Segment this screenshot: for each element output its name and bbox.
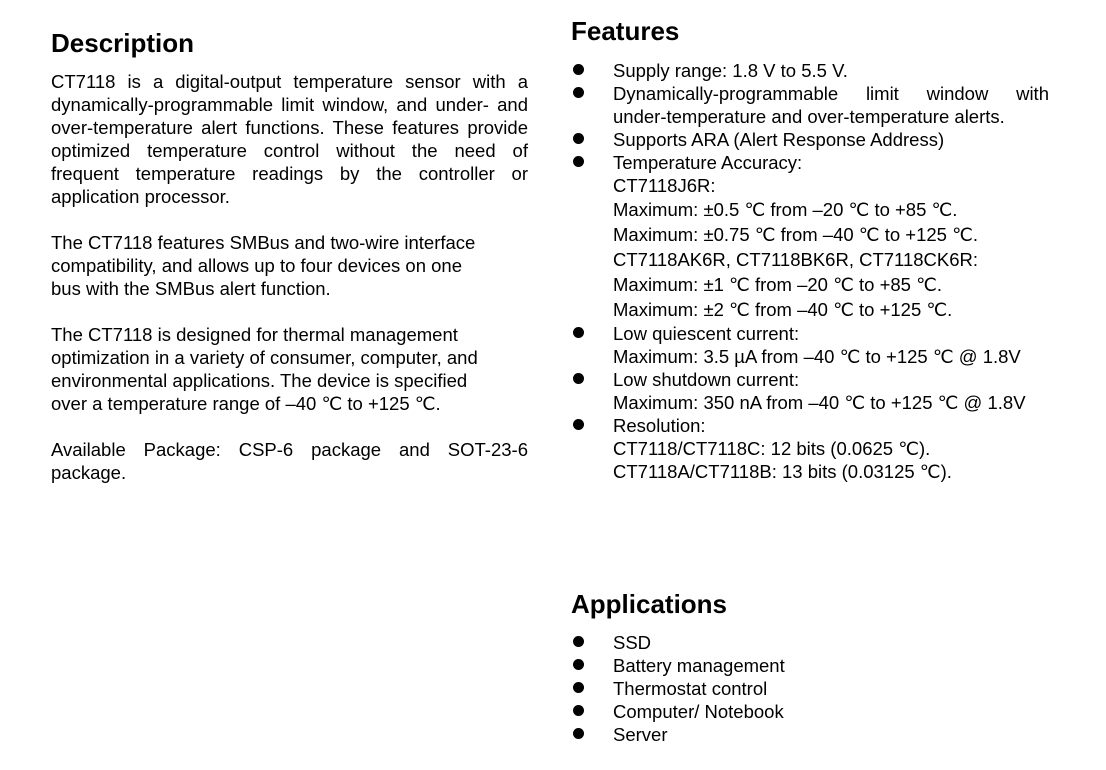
description-paragraph-1: CT7118 is a digital-output temperature sensor with a dynamically-programmable limit window, and under- and over-temperature alert functions. These features provide optimized temperature control without the need of frequent temperature readings by the controller or application processor. [51, 71, 528, 207]
bullet-icon [573, 705, 584, 716]
application-item: SSD [571, 631, 1049, 654]
bullet-icon [573, 64, 584, 75]
feature-shutdown-current: Low shutdown current: Maximum: 350 nA from –40 ℃ to +125 ℃ @ 1.8V [571, 368, 1049, 414]
description-section [51, 26, 528, 484]
applications-section [571, 587, 1049, 746]
bullet-icon [573, 682, 584, 693]
description-paragraph-4: Available Package: CSP-6 package and SOT-23-6 package. [51, 439, 528, 483]
applications-list [571, 631, 1049, 746]
bullet-icon [573, 327, 584, 338]
bullet-icon [573, 728, 584, 739]
feature-resolution: Resolution: CT7118/CT7118C: 12 bits (0.0625 ℃). CT7118A/CT7118B: 13 bits (0.03125 ℃). [571, 414, 1049, 483]
description-paragraph-3: The CT7118 is designed for thermal management optimization in a variety of consumer, computer, and environmental applications. The device is specified over a temperature range of –40 ℃ to +125 ℃. [51, 324, 478, 414]
feature-limit-window: Dynamically-programmable limit window with under-temperature and over-temperature alerts. [571, 82, 1049, 128]
features-list [571, 59, 1049, 483]
application-item: Thermostat control [571, 677, 1049, 700]
description-paragraph-2: The CT7118 features SMBus and two-wire interface compatibility, and allows up to four devices on one bus with the SMBus alert function. [51, 232, 476, 299]
bullet-icon [573, 156, 584, 167]
bullet-icon [573, 133, 584, 144]
applications-heading: Applications [571, 589, 728, 619]
application-item: Computer/ Notebook [571, 700, 1049, 723]
feature-quiescent-current: Low quiescent current: Maximum: 3.5 µA from –40 ℃ to +125 ℃ @ 1.8V [571, 322, 1049, 368]
bullet-icon [573, 636, 584, 647]
feature-accuracy: Temperature Accuracy: CT7118J6R: Maximum: ±0.5 ℃ from –20 ℃ to +85 ℃. Maximum: ±0.75 ℃ from –40 ℃ to +125 ℃. CT7118AK6R, CT7118BK6R, CT7118CK6R: Maximum: ±1 ℃ from –20 ℃ to +85 ℃. Maximum: ±2 ℃ from –40 ℃ to +125 ℃. [571, 151, 1049, 322]
description-heading: Description [51, 28, 195, 58]
feature-supply: Supply range: 1.8 V to 5.5 V. [571, 59, 1049, 82]
application-item: Battery management [571, 654, 1049, 677]
application-item: Server [571, 723, 1049, 746]
bullet-icon [573, 659, 584, 670]
bullet-icon [573, 419, 584, 430]
features-section [571, 14, 1049, 483]
features-heading: Features [571, 16, 680, 46]
bullet-icon [573, 373, 584, 384]
feature-ara: Supports ARA (Alert Response Address) [571, 128, 1049, 151]
bullet-icon [573, 87, 584, 98]
